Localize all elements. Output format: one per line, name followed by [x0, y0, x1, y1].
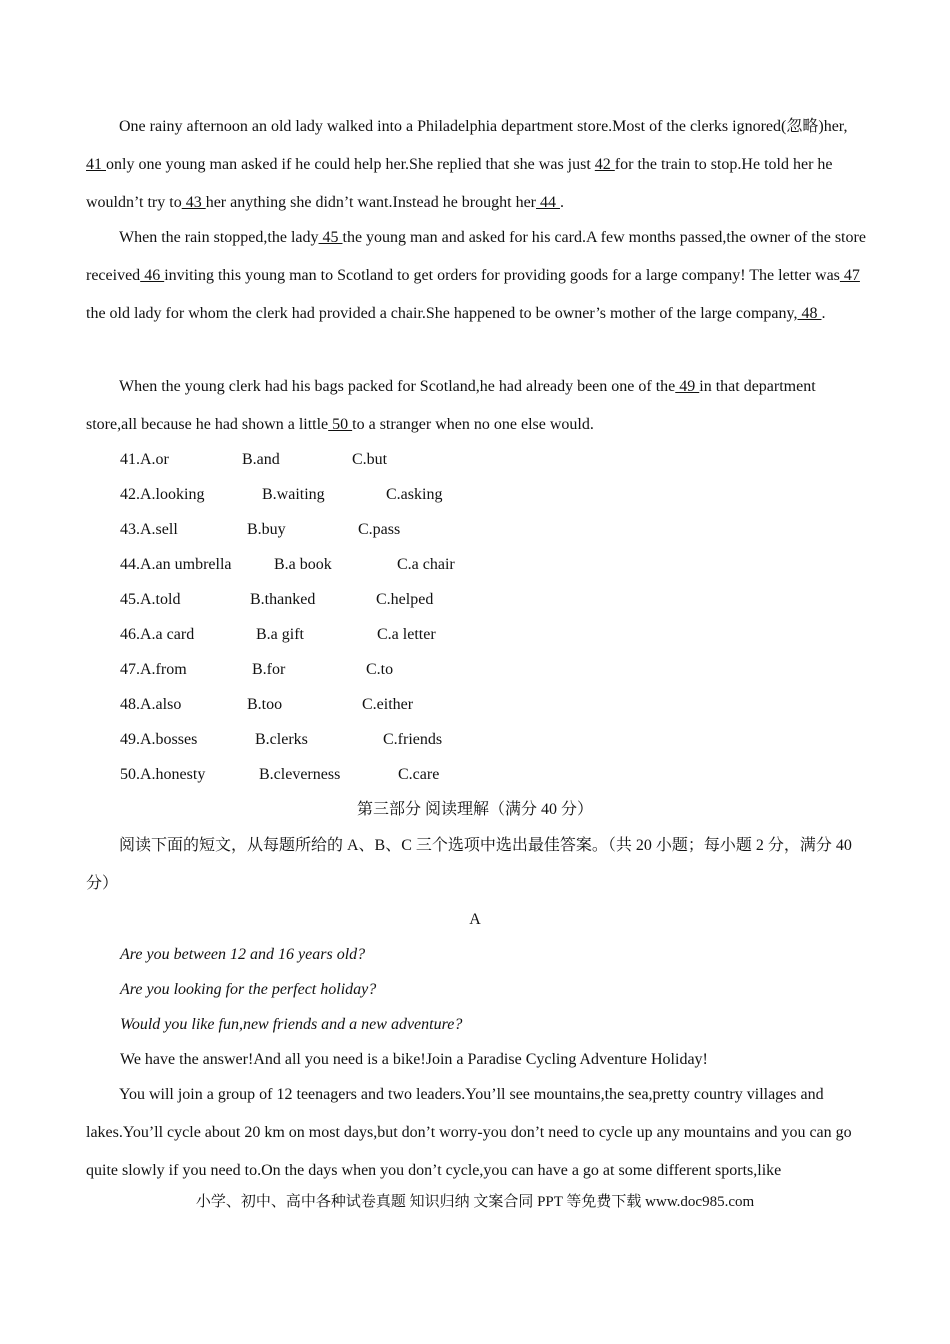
blank-49: 49 [675, 378, 700, 395]
section-instructions: 阅读下面的短文，从每题所给的 A、B、C 三个选项中选出最佳答案。（共 20 小题；每小题 2 分，满分 40 分） [86, 837, 852, 892]
blank-44: 44 [536, 194, 560, 211]
blank-46: 46 [140, 267, 165, 284]
text: inviting this young man to Scotland to get orders for providing goods for a large company! The letter was [164, 267, 840, 284]
option-b: B.cleverness [259, 766, 341, 783]
text: When the rain stopped,the lady [119, 229, 319, 246]
option-b: B.a book [274, 556, 332, 573]
blank-48: 48 [797, 305, 822, 322]
option-b: B.for [252, 661, 286, 678]
option-a: 43.A.sell [120, 521, 178, 538]
option-c: C.to [366, 661, 394, 678]
text: . [560, 194, 564, 211]
option-b: B.clerks [255, 731, 308, 748]
option-b: B.buy [247, 521, 286, 538]
option-b: B.and [242, 451, 280, 468]
passage-question-3: Would you like fun,new friends and a new adventure? [120, 1016, 463, 1033]
text: her anything she didn’t want.Instead he brought her [205, 194, 536, 211]
option-a: 45.A.told [120, 591, 181, 608]
blank-41: 41 [86, 156, 106, 173]
option-a: 41.A.or [120, 451, 169, 468]
text: the old lady for whom the clerk had provided a chair.She happened to be owner’s mother of the large company, [86, 305, 798, 322]
blank-50: 50 [328, 416, 353, 433]
text: . [821, 305, 826, 322]
text: the young man and asked for his card.A few months passed,the owner of the store received [86, 229, 866, 284]
option-c: C.asking [386, 486, 443, 503]
section-title: 第三部分 阅读理解（满分 40 分） [356, 801, 593, 818]
option-a: 46.A.a card [120, 626, 195, 643]
option-b: B.a gift [256, 626, 304, 643]
text: in that department store,all because he had shown a little [86, 378, 816, 433]
option-b: B.thanked [250, 591, 316, 608]
option-c: C.pass [358, 521, 401, 538]
blank-42: 42 [594, 156, 615, 173]
text: When the young clerk had his bags packed for Scotland,he had already been one of the [119, 378, 676, 395]
option-c: C.either [362, 696, 414, 713]
passage-body: You will join a group of 12 teenagers and two leaders.You’ll see mountains,the sea,pretty country villages and lakes.You’ll cycle about 20 km on most days,but don’t worry-you don’t need to cycle up any mountains and you can go quite slowly if you need to.On the days when you don’t cycle,you can have a go at some different sports,like [86, 1086, 852, 1179]
blank-47: 47 [839, 267, 860, 284]
cloze-paragraph-2 [86, 219, 866, 333]
option-c: C.care [398, 766, 440, 783]
cloze-paragraph-3 [86, 368, 866, 444]
option-c: C.but [352, 451, 388, 468]
page-footer: 小学、初中、高中各种试卷真题 知识归纳 文案合同 PPT 等免费下载 www.doc985.com [195, 1194, 755, 1210]
option-b: B.too [247, 696, 283, 713]
option-c: C.a letter [377, 626, 436, 643]
passage-label: A [469, 911, 481, 928]
option-a: 47.A.from [120, 661, 187, 678]
option-a: 49.A.bosses [120, 731, 198, 748]
passage-answer-line: We have the answer!And all you need is a bike!Join a Paradise Cycling Adventure Holiday! [120, 1051, 708, 1068]
option-a: 44.A.an umbrella [120, 556, 232, 573]
option-a: 50.A.honesty [120, 766, 206, 783]
text: to a stranger when no one else would. [352, 416, 594, 433]
option-c: C.helped [376, 591, 434, 608]
option-c: C.a chair [397, 556, 455, 573]
option-c: C.friends [383, 731, 443, 748]
option-a: 48.A.also [120, 696, 182, 713]
option-a: 42.A.looking [120, 486, 205, 503]
passage-question-2: Are you looking for the perfect holiday? [120, 981, 377, 998]
cloze-paragraph-1 [86, 108, 866, 222]
text: One rainy afternoon an old lady walked into a Philadelphia department store.Most of the clerks ignored(忽略)her, [119, 118, 848, 135]
blank-45: 45 [318, 229, 343, 246]
blank-43: 43 [181, 194, 206, 211]
text: for the train to stop.He told her he wouldn’t try to [86, 156, 833, 211]
passage-question-1: Are you between 12 and 16 years old? [120, 946, 366, 963]
text: only one young man asked if he could help her.She replied that she was just [106, 156, 595, 173]
option-b: B.waiting [262, 486, 325, 503]
